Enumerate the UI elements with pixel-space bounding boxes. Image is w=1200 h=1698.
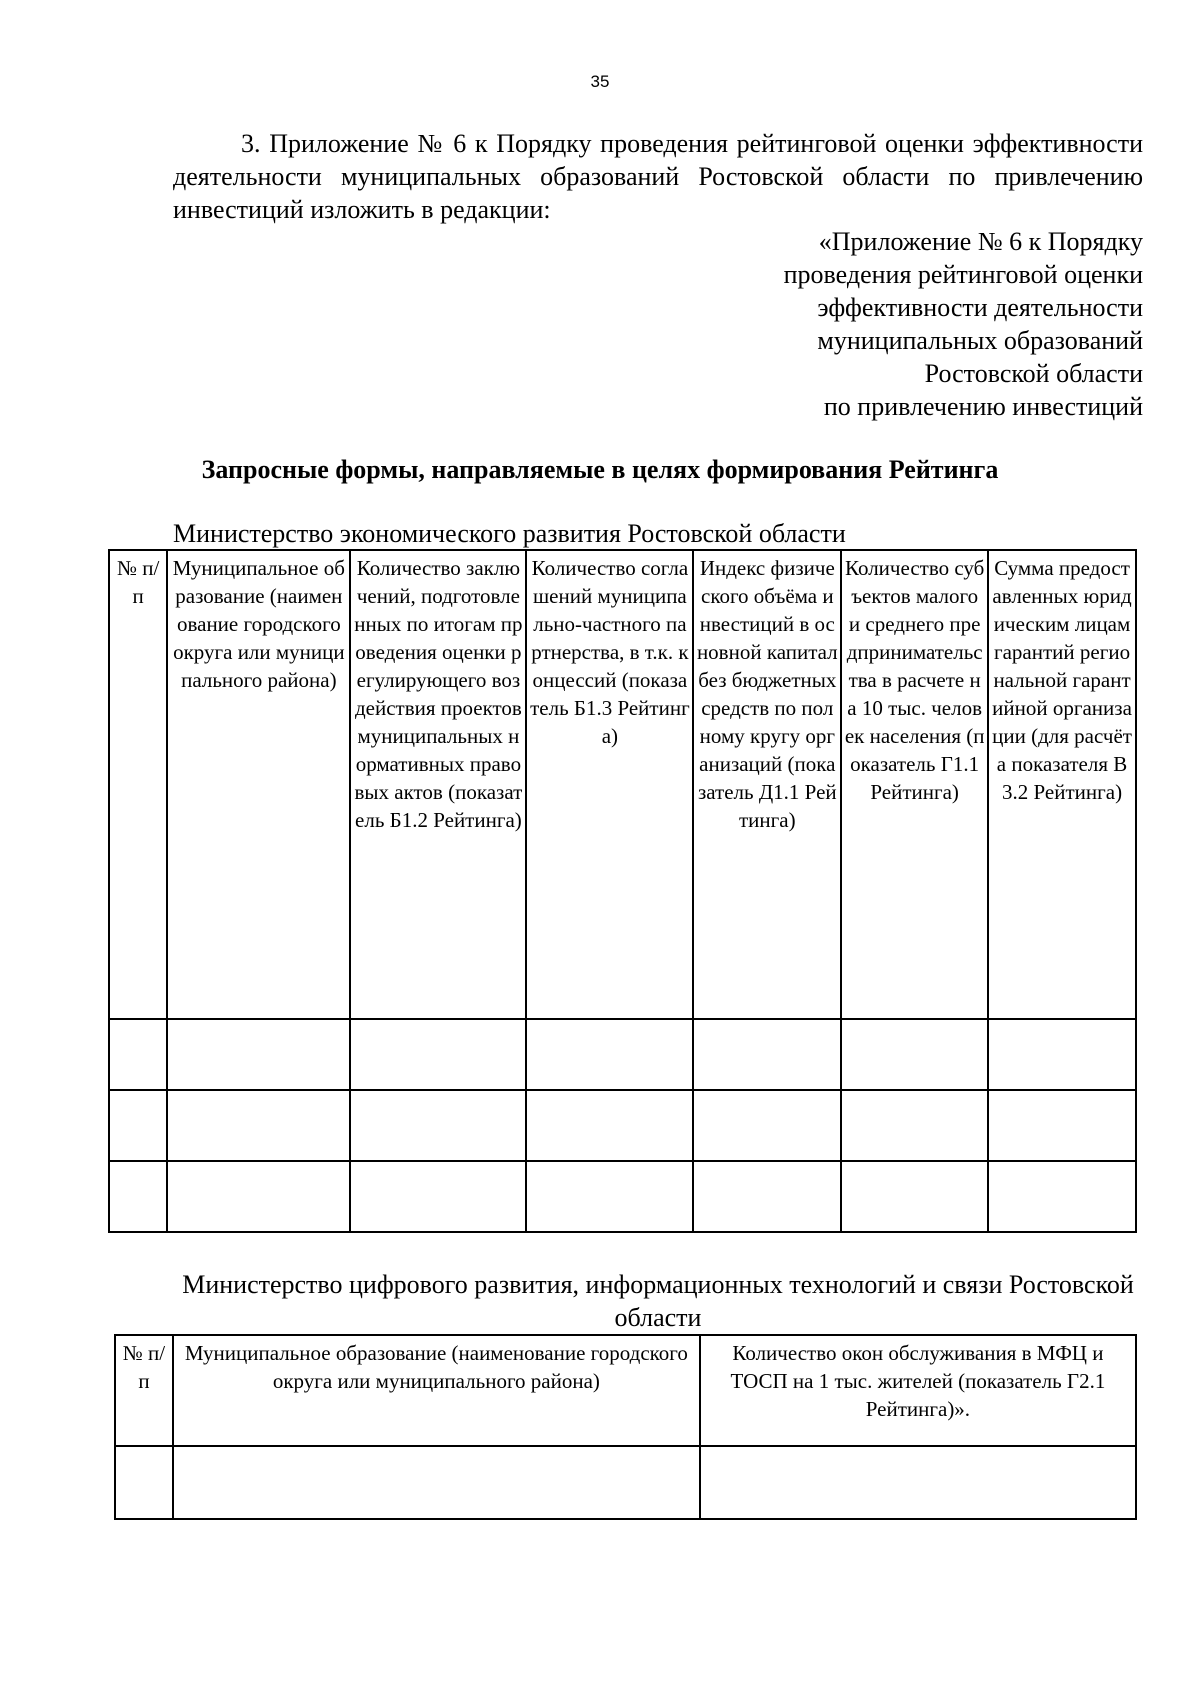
table-cell bbox=[350, 1019, 526, 1090]
table-cell bbox=[693, 1019, 841, 1090]
header-cell-agreements: Количество соглашений муниципально-частного партнерства, в т.к. концессий (показатель Б1.3 Рейтинга) bbox=[526, 550, 693, 1019]
appendix-line: Ростовской области bbox=[924, 359, 1143, 388]
table-cell bbox=[167, 1090, 350, 1161]
table-cell bbox=[115, 1446, 173, 1519]
table1-caption: Министерство экономического развития Ростовской области bbox=[173, 519, 846, 548]
appendix-line: эффективности деятельности bbox=[817, 293, 1143, 322]
table-cell bbox=[988, 1090, 1136, 1161]
forms-heading: Запросные формы, направляемые в целях формирования Рейтинга bbox=[201, 455, 999, 484]
appendix-line: «Приложение № 6 к Порядку bbox=[818, 227, 1143, 256]
appendix-line: по привлечению инвестиций bbox=[823, 392, 1143, 421]
table-cell bbox=[841, 1090, 988, 1161]
header-cell-number: № п/п bbox=[115, 1335, 173, 1446]
economic-ministry-table bbox=[108, 549, 1137, 1233]
table-cell bbox=[167, 1019, 350, 1090]
appendix-line: проведения рейтинговой оценки bbox=[783, 260, 1143, 289]
table-cell bbox=[841, 1019, 988, 1090]
table-cell bbox=[700, 1446, 1136, 1519]
table-row bbox=[109, 1019, 1136, 1090]
table-row bbox=[115, 1446, 1136, 1519]
table-cell bbox=[693, 1090, 841, 1161]
table-cell bbox=[526, 1019, 693, 1090]
table-row bbox=[109, 1090, 1136, 1161]
intro-text: 3. Приложение № 6 к Порядку проведения рейтинговой оценки эффективности деятельности муниципальных образований Ростовской области по привлечению инвестиций изложить в редакции: bbox=[173, 129, 1143, 224]
table-cell bbox=[526, 1090, 693, 1161]
header-cell-municipality: Муниципальное образование (наименование городского округа или муниципального района) bbox=[167, 550, 350, 1019]
table-cell bbox=[350, 1090, 526, 1161]
header-cell-municipality: Муниципальное образование (наименование городского округа или муниципального района) bbox=[173, 1335, 700, 1446]
appendix-header bbox=[663, 225, 1143, 423]
table-cell bbox=[350, 1161, 526, 1232]
appendix-line: муниципальных образований bbox=[817, 326, 1143, 355]
header-cell-conclusions: Количество заключений, подготовленных по итогам проведения оценки регулирующего воздействия проектов муниципальных нормативных правовых актов (показатель Б1.2 Рейтинга) bbox=[350, 550, 526, 1019]
table-cell bbox=[173, 1446, 700, 1519]
intro-paragraph bbox=[173, 127, 1143, 226]
header-cell-sme-count: Количество субъектов малого и среднего предпринимательства в расчете на 10 тыс. человек населения (показатель Г1.1 Рейтинга) bbox=[841, 550, 988, 1019]
table-cell bbox=[988, 1161, 1136, 1232]
header-cell-investment-index: Индекс физического объёма инвестиций в основной капитал без бюджетных средств по полному кругу организаций (показатель Д1.1 Рейтинга) bbox=[693, 550, 841, 1019]
digital-ministry-table bbox=[114, 1334, 1137, 1520]
header-cell-number: № п/п bbox=[109, 550, 167, 1019]
table-cell bbox=[167, 1161, 350, 1232]
table-cell bbox=[693, 1161, 841, 1232]
table2-caption: Министерство цифрового развития, информационных технологий и связи Ростовской области bbox=[182, 1270, 1134, 1332]
table-header-row bbox=[109, 550, 1136, 1019]
table-header-row bbox=[115, 1335, 1136, 1446]
table-cell bbox=[841, 1161, 988, 1232]
header-cell-guarantees: Сумма предоставленных юридическим лицам гарантий региональной гарантийной организации (для расчёта показателя В3.2 Рейтинга) bbox=[988, 550, 1136, 1019]
table-cell bbox=[109, 1019, 167, 1090]
header-cell-service-windows: Количество окон обслуживания в МФЦ и ТОСП на 1 тыс. жителей (показатель Г2.1 Рейтинга)». bbox=[700, 1335, 1136, 1446]
table-cell bbox=[526, 1161, 693, 1232]
table-row bbox=[109, 1161, 1136, 1232]
table-cell bbox=[109, 1161, 167, 1232]
page-number: 35 bbox=[590, 72, 610, 91]
table-cell bbox=[109, 1090, 167, 1161]
table-cell bbox=[988, 1019, 1136, 1090]
